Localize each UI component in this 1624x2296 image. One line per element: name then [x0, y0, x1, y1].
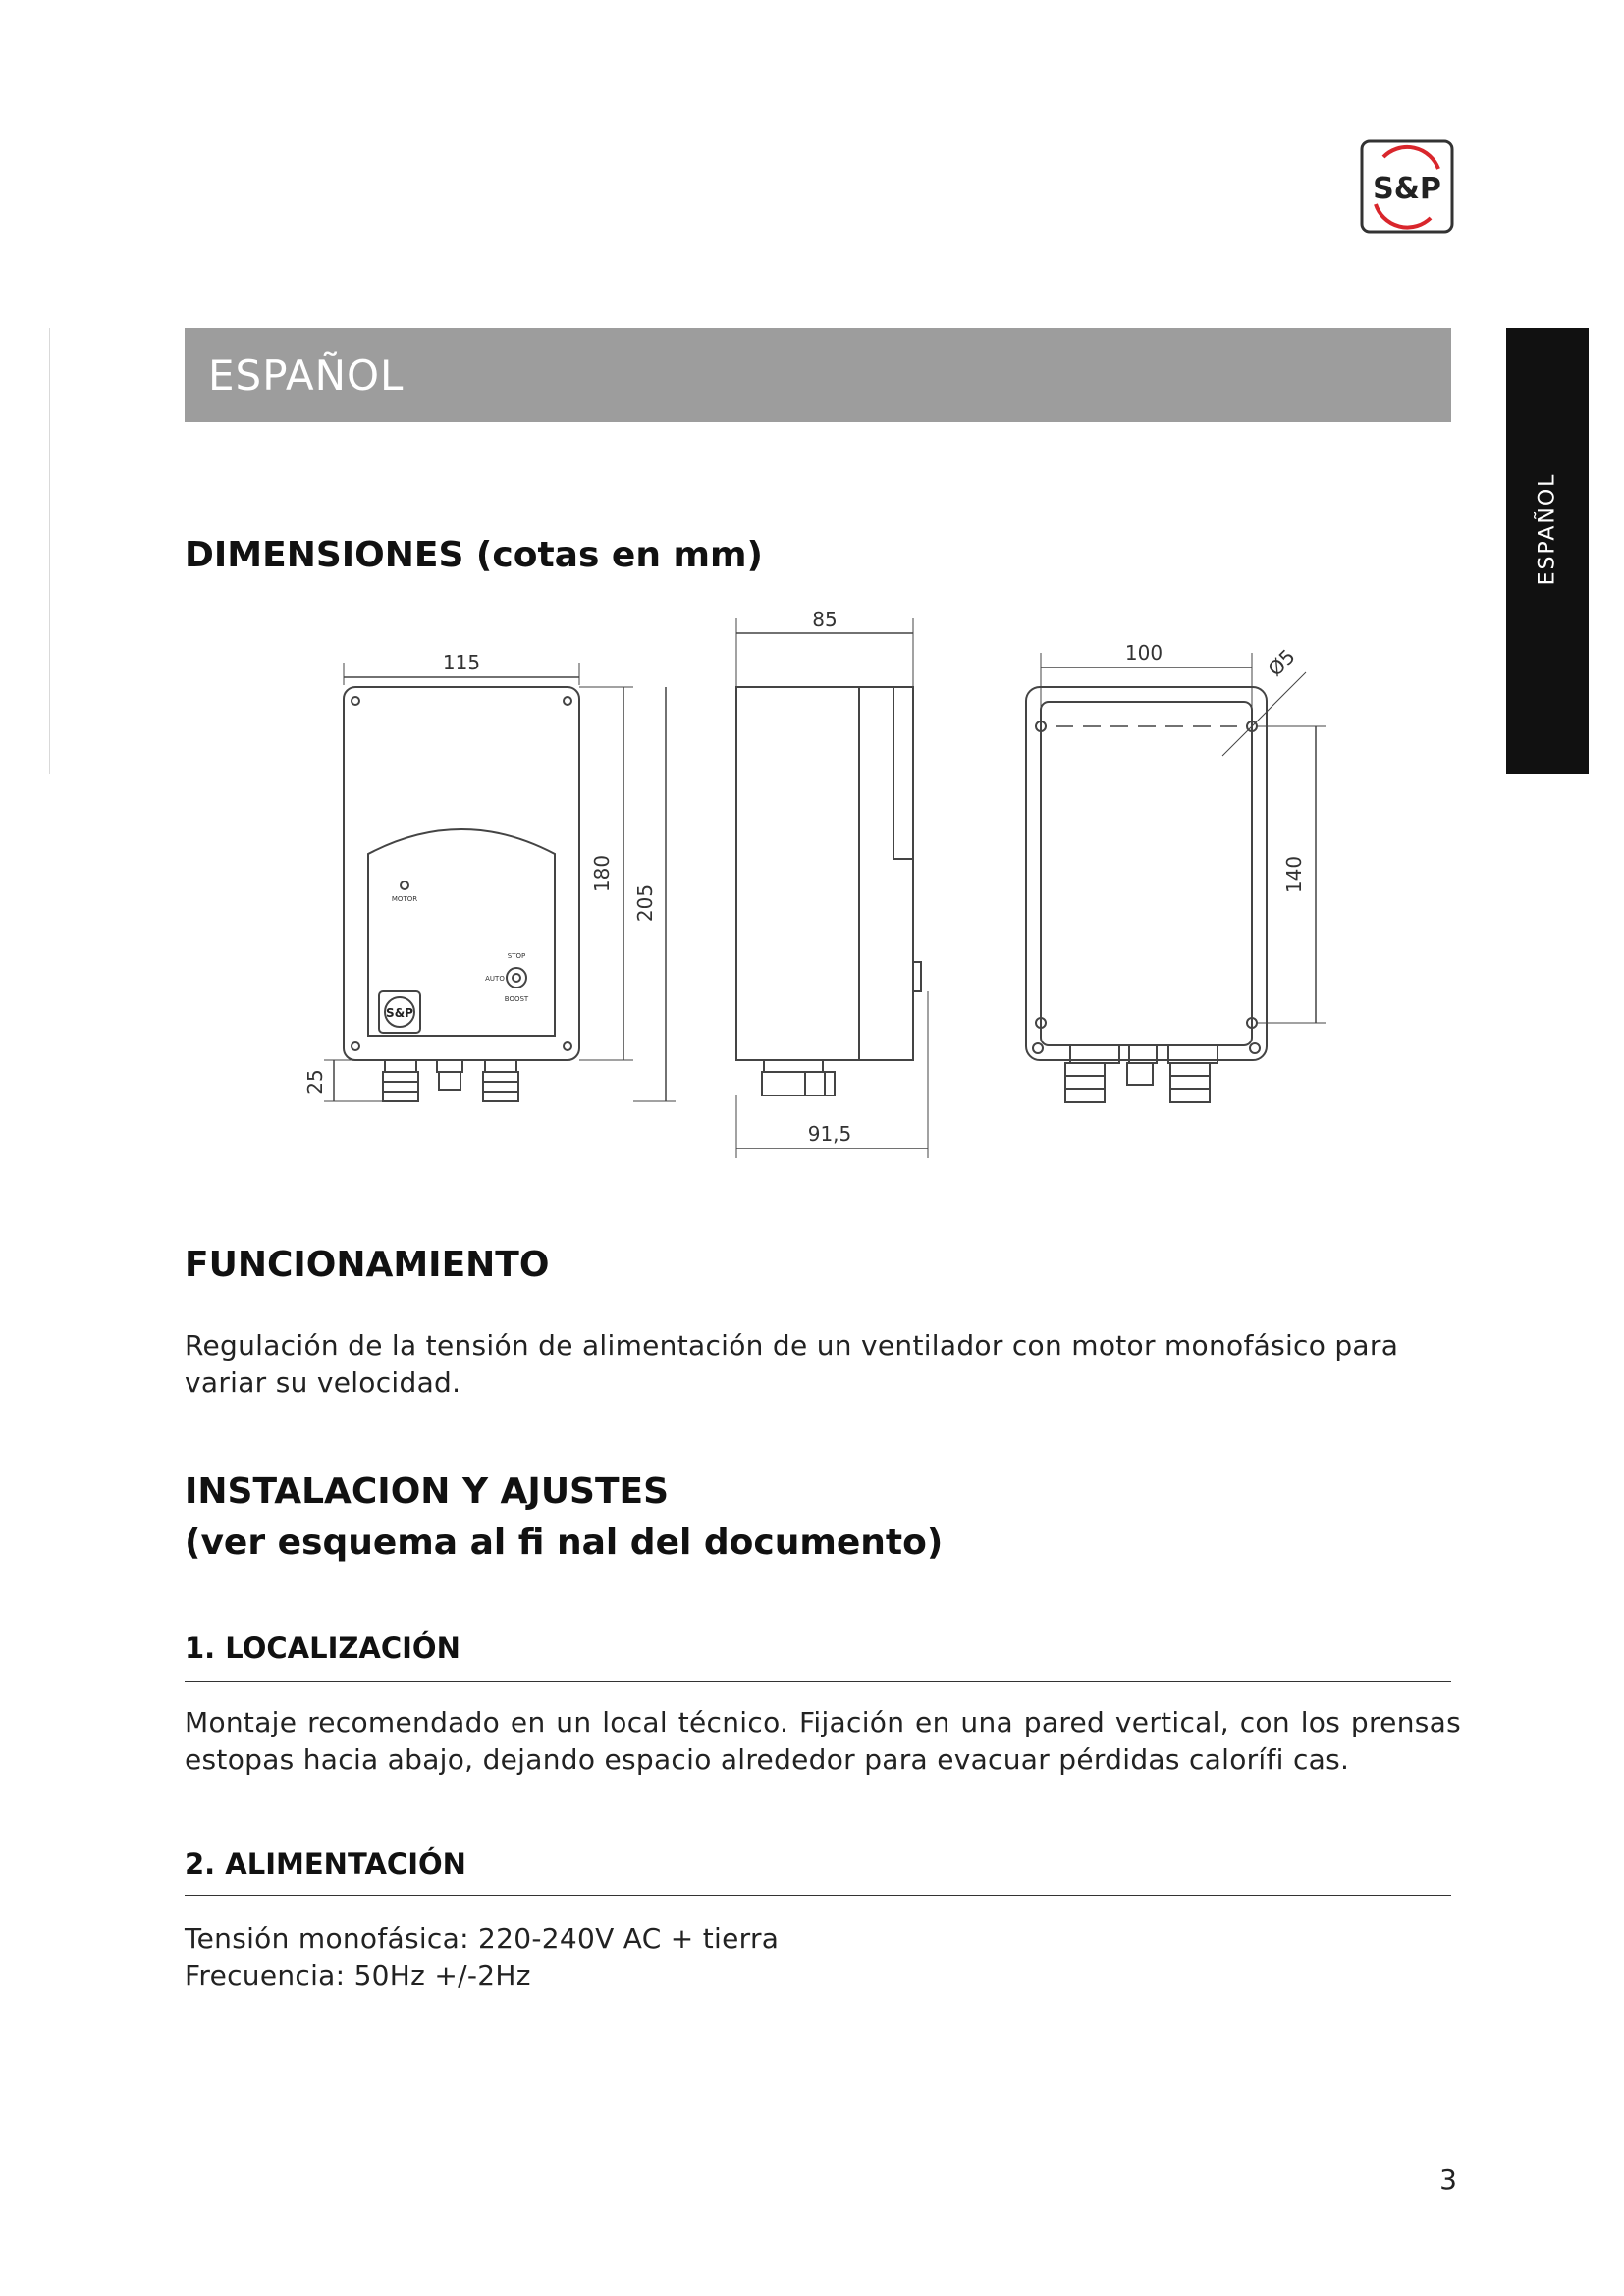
left-margin-rule — [49, 328, 50, 774]
svg-text:S&P: S&P — [1373, 172, 1441, 206]
svg-text:91,5: 91,5 — [807, 1122, 852, 1146]
localization-text: Montaje recomendado en un local técnico. Fijación en una pared vertical, con los prensas estopas hacia abajo, dejando espacio alrededor para evacuar pérdidas calorífi cas. — [185, 1706, 1461, 1776]
install-heading-line1: INSTALACION Y AJUSTES — [185, 1471, 670, 1512]
brand-logo — [1360, 139, 1454, 234]
install-heading-line2: (ver esquema al fi nal del documento) — [185, 1522, 944, 1563]
svg-text:100: 100 — [1124, 641, 1164, 665]
language-bar-label: ESPAÑOL — [208, 350, 405, 400]
svg-text:180: 180 — [590, 854, 614, 893]
svg-text:BOOST: BOOST — [504, 995, 529, 1003]
power-frequency: Frecuencia: 50Hz +/-2Hz — [185, 1959, 531, 1992]
power-rule — [185, 1895, 1451, 1896]
dimension-drawing — [295, 609, 1355, 1168]
language-side-tab — [1506, 328, 1589, 774]
power-voltage: Tensión monofásica: 220-240V AC + tierra — [185, 1922, 780, 1954]
svg-text:MOTOR: MOTOR — [391, 895, 418, 903]
side-view — [736, 609, 928, 1158]
svg-text:AUTO: AUTO — [485, 975, 505, 983]
svg-text:115: 115 — [442, 651, 481, 674]
svg-text:25: 25 — [303, 1069, 327, 1095]
language-bar — [185, 328, 1451, 422]
svg-text:S&P: S&P — [386, 1006, 413, 1020]
svg-text:205: 205 — [633, 883, 657, 923]
page-number: 3 — [1439, 2163, 1457, 2196]
side-tab-label: ESPAÑOL — [1535, 472, 1560, 586]
svg-text:STOP: STOP — [507, 952, 526, 960]
front-view — [303, 651, 676, 1101]
back-view — [1026, 641, 1326, 1102]
svg-text:140: 140 — [1282, 855, 1306, 894]
svg-text:85: 85 — [812, 609, 838, 631]
svg-text:Ø5: Ø5 — [1263, 644, 1300, 681]
function-heading: FUNCIONAMIENTO — [185, 1245, 550, 1285]
function-text: Regulación de la tensión de alimentación de un ventilador con motor monofásico para variar su velocidad. — [185, 1329, 1399, 1399]
power-heading: 2. ALIMENTACIÓN — [185, 1847, 466, 1881]
dimensions-heading: DIMENSIONES (cotas en mm) — [185, 535, 763, 575]
localization-heading: 1. LOCALIZACIÓN — [185, 1631, 460, 1665]
localization-rule — [185, 1681, 1451, 1682]
